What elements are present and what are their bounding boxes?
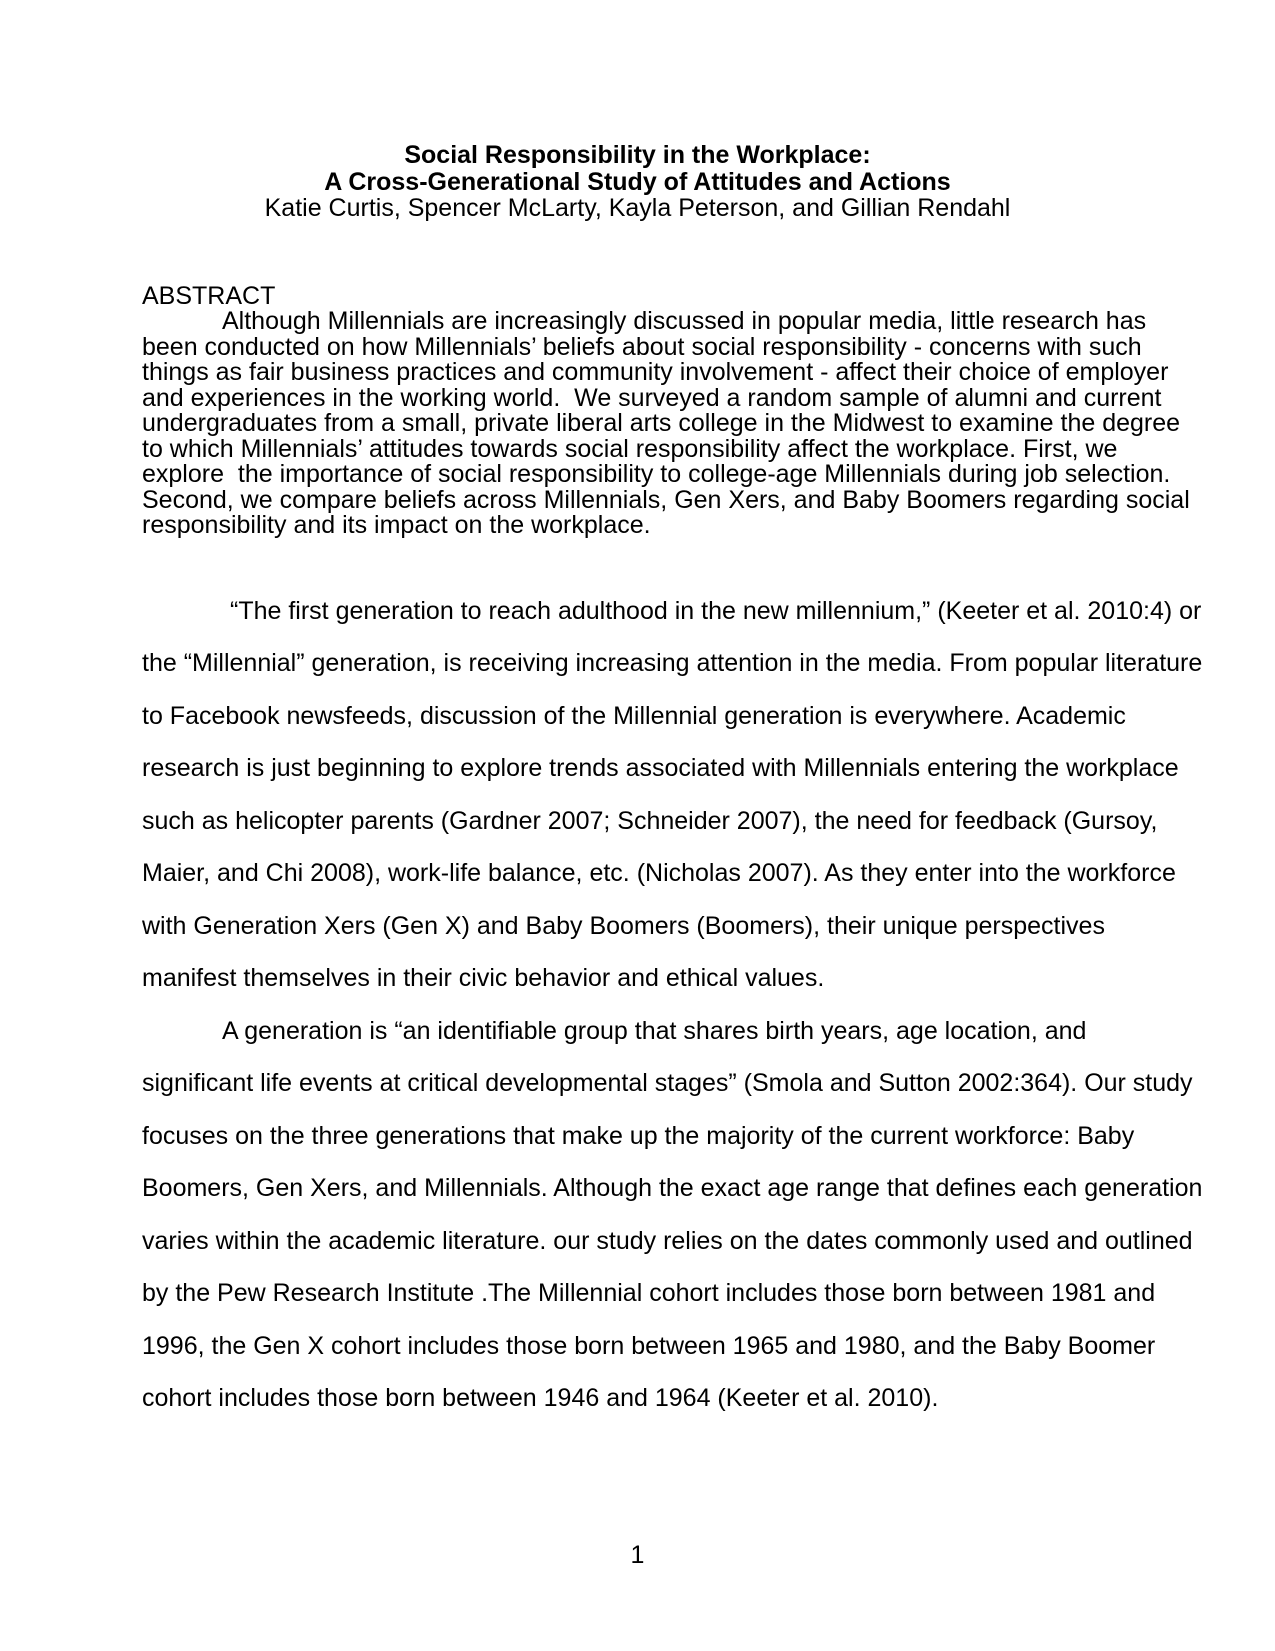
paper-header [142,142,1133,222]
abstract-line: things as fair business practices and community involvement - affect their choice of employer [142,358,1169,386]
page-number: 1 [630,1541,645,1569]
abstract-line: undergraduates from a small, private liberal arts college in the Midwest to examine the degree [142,409,1181,437]
paper-title-line-2: A Cross-Generational Study of Attitudes and Actions [324,167,951,196]
paragraph-line: 1996, the Gen X cohort includes those born between 1965 and 1980, and the Baby Boomer [142,1331,1156,1360]
body-paragraph-1 [142,585,1203,1005]
page-footer [0,1543,1275,1568]
abstract-section [142,281,1190,539]
abstract-line: to which Millennials’ attitudes towards social responsibility affect the workplace. First, we [142,434,1118,463]
paragraph-line: research is just beginning to explore trends associated with Millennials entering the workplace [142,754,1179,782]
paper-title-line-1: Social Responsibility in the Workplace: [404,141,871,169]
body-section [142,585,1203,1425]
paragraph-line: to Facebook newsfeeds, discussion of the Millennial generation is everywhere. Academic [142,701,1126,730]
paragraph-line: “The first generation to reach adulthood in the new millennium,” (Keeter et al. 2010:4) or [230,596,1202,625]
paragraph-line: the “Millennial” generation, is receiving increasing attention in the media. From popular literature [142,649,1203,677]
paragraph-line: significant life events at critical developmental stages” (Smola and Sutton 2002:364). Our study [142,1069,1193,1097]
abstract-line: explore the importance of social responsibility to college-age Millennials during job selection. [142,460,1171,488]
paragraph-line: cohort includes those born between 1946 and 1964 (Keeter et al. 2010). [142,1384,939,1412]
paper-authors: Katie Curtis, Spencer McLarty, Kayla Peterson, and Gillian Rendahl [264,194,1011,222]
paragraph-line: varies within the academic literature. our study relies on the dates commonly used and outlined [142,1226,1193,1255]
paragraph-line: Boomers, Gen Xers, and Millennials. Although the exact age range that defines each generation [142,1174,1203,1202]
paragraph-line: A generation is “an identifiable group that shares birth years, age location, and [222,1016,1087,1045]
paragraph-line: with Generation Xers (Gen X) and Baby Boomers (Boomers), their unique perspectives [142,911,1105,940]
abstract-heading: ABSTRACT [142,281,276,310]
paragraph-line: by the Pew Research Institute .The Millennial cohort includes those born between 1981 and [142,1279,1156,1307]
paragraph-line: such as helicopter parents (Gardner 2007; Schneider 2007), the need for feedback (Gursoy, [142,806,1158,835]
abstract-line: Second, we compare beliefs across Millennials, Gen Xers, and Baby Boomers regarding social [142,485,1190,514]
abstract-line: and experiences in the working world. We surveyed a random sample of alumni and current [142,383,1162,412]
paragraph-line: focuses on the three generations that make up the majority of the current workforce: Baby [142,1121,1135,1150]
paragraph-line: manifest themselves in their civic behavior and ethical values. [142,964,825,992]
body-paragraph-2 [142,1005,1203,1425]
abstract-line: responsibility and its impact on the workplace. [142,511,651,539]
paragraph-line: Maier, and Chi 2008), work-life balance, etc. (Nicholas 2007). As they enter into the workforce [142,859,1176,887]
abstract-line: been conducted on how Millennials’ beliefs about social responsibility - concerns with such [142,332,1142,361]
abstract-line: Although Millennials are increasingly discussed in popular media, little research has [222,307,1147,335]
